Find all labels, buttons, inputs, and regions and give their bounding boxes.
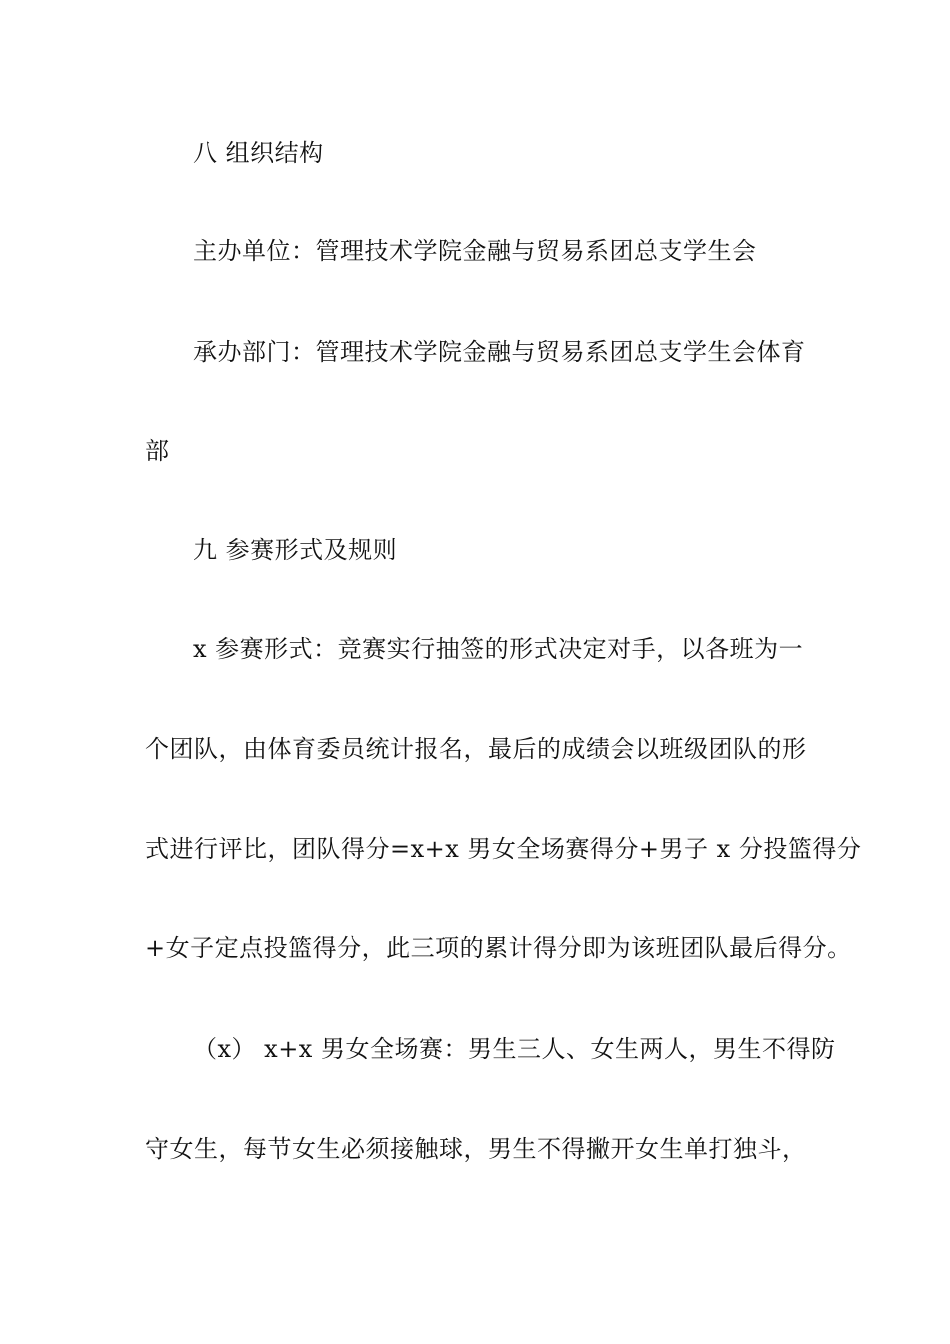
format-paragraph-line-3: 式进行评比，团队得分=x+x 男女全场赛得分+男子 x 分投篮得分 xyxy=(145,835,862,863)
format-paragraph-line-2: 个团队，由体育委员统计报名，最后的成绩会以班级团队的形 xyxy=(145,735,807,763)
format-paragraph-line-1: x 参赛形式：竞赛实行抽签的形式决定对手，以各班为一 xyxy=(193,635,804,663)
section-heading-format-rules: 九 参赛形式及规则 xyxy=(193,536,398,564)
fullcourt-paragraph-line-2: 守女生，每节女生必须接触球，男生不得撇开女生单打独斗， xyxy=(145,1135,807,1163)
organizer-dept-text-continued: 部 xyxy=(145,437,170,465)
fullcourt-paragraph-line-1: （x） x+x 男女全场赛：男生三人、女生两人，男生不得防 xyxy=(193,1035,836,1063)
organizer-dept-text: 承办部门：管理技术学院金融与贸易系团总支学生会体育 xyxy=(193,338,806,366)
format-paragraph-line-4: +女子定点投篮得分，此三项的累计得分即为该班团队最后得分。 xyxy=(145,934,852,962)
host-unit-text: 主办单位：管理技术学院金融与贸易系团总支学生会 xyxy=(193,237,757,265)
section-heading-organization: 八 组织结构 xyxy=(193,139,324,167)
